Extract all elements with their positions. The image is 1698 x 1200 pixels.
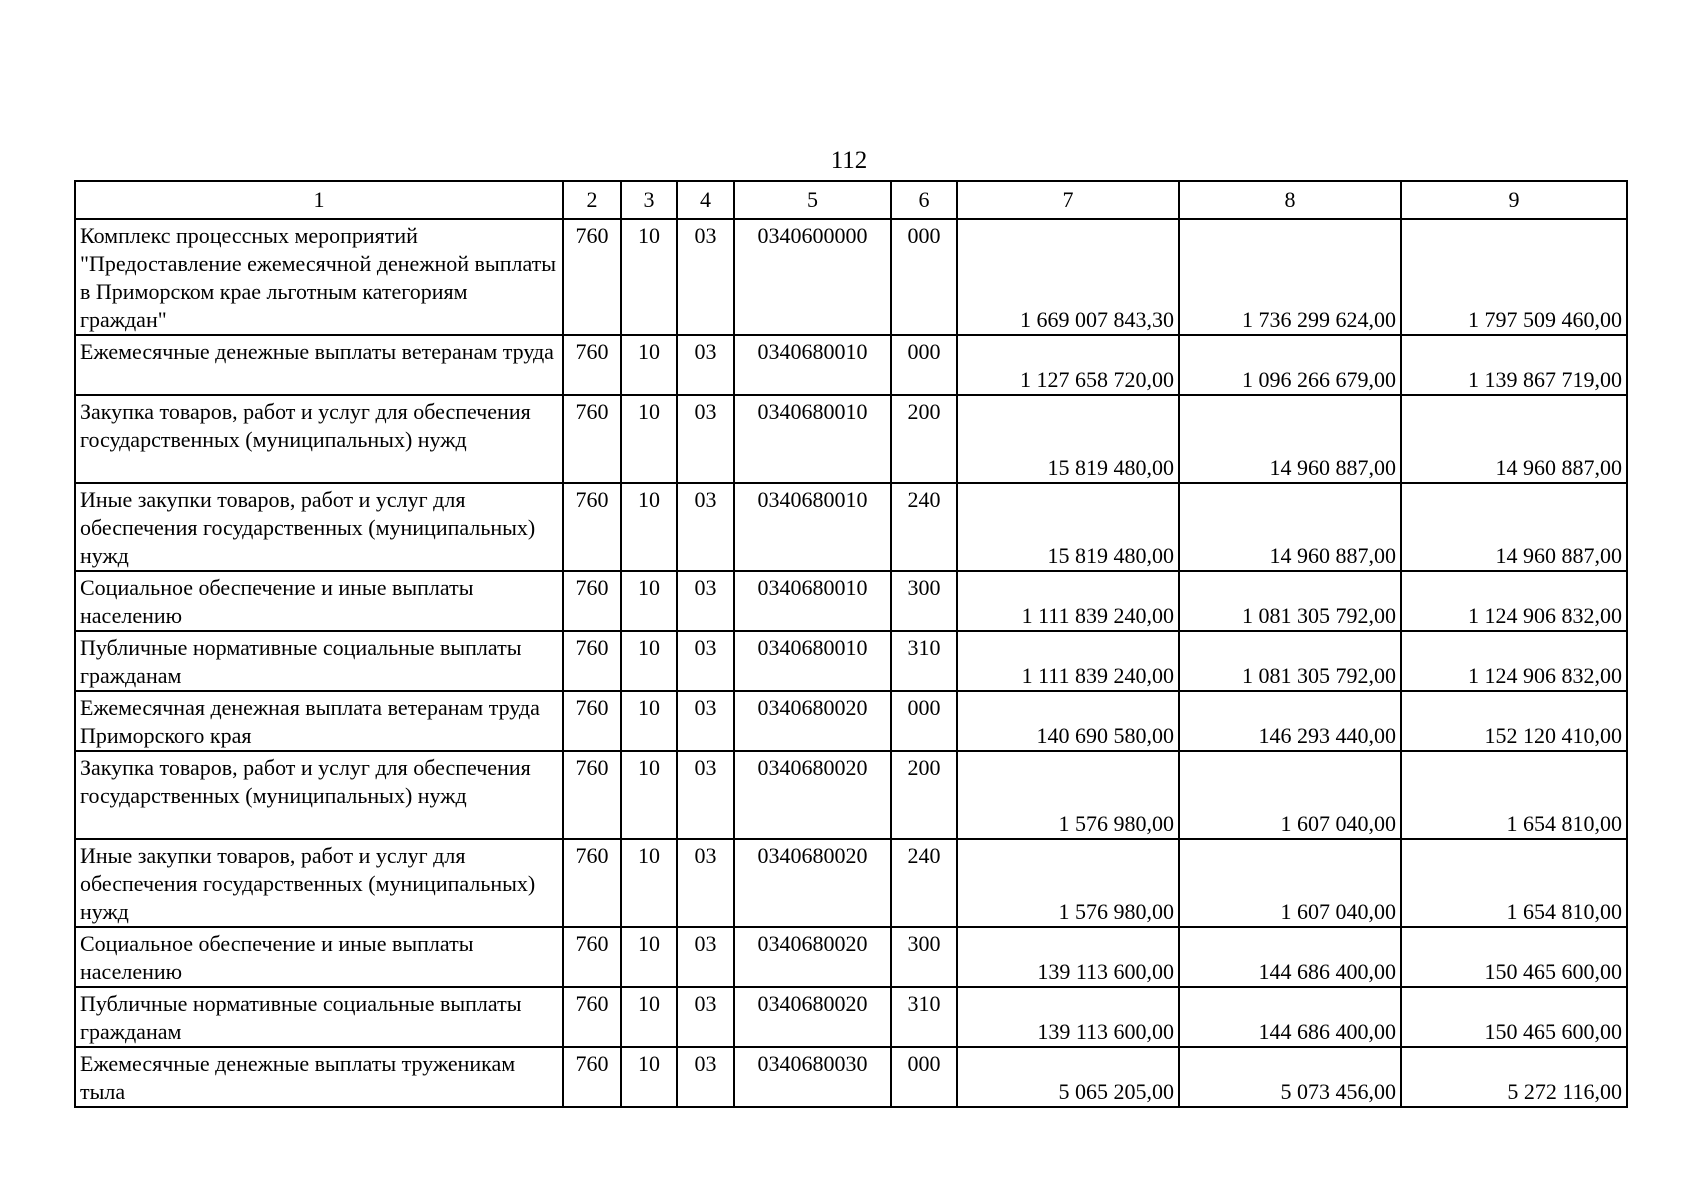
table-row	[75, 987, 1627, 1047]
code-cell: 03	[677, 571, 734, 631]
code-cell: 760	[563, 483, 621, 571]
code-cell: 300	[891, 927, 957, 987]
code-cell: 0340680020	[734, 839, 891, 927]
amount-cell: 139 113 600,00	[957, 927, 1179, 987]
code-cell: 760	[563, 395, 621, 483]
code-cell: 03	[677, 987, 734, 1047]
table-row	[75, 335, 1627, 395]
amount-cell: 14 960 887,00	[1179, 395, 1401, 483]
code-cell: 760	[563, 691, 621, 751]
row-name: Иные закупки товаров, работ и услуг для обеспечения государственных (муниципальных) нужд	[75, 839, 563, 927]
code-cell: 0340680010	[734, 335, 891, 395]
amount-cell: 1 111 839 240,00	[957, 571, 1179, 631]
code-cell: 000	[891, 691, 957, 751]
code-cell: 760	[563, 987, 621, 1047]
code-cell: 0340680010	[734, 631, 891, 691]
amount-cell: 1 607 040,00	[1179, 751, 1401, 839]
code-cell: 10	[621, 927, 677, 987]
code-cell: 03	[677, 839, 734, 927]
amount-cell: 5 073 456,00	[1179, 1047, 1401, 1107]
row-name: Ежемесячные денежные выплаты труженикам тыла	[75, 1047, 563, 1107]
code-cell: 760	[563, 1047, 621, 1107]
amount-cell: 139 113 600,00	[957, 987, 1179, 1047]
amount-cell: 15 819 480,00	[957, 395, 1179, 483]
amount-cell: 1 654 810,00	[1401, 839, 1627, 927]
header-cell: 4	[677, 181, 734, 219]
code-cell: 10	[621, 219, 677, 335]
budget-table	[74, 180, 1628, 1108]
table-row	[75, 395, 1627, 483]
code-cell: 0340680010	[734, 483, 891, 571]
code-cell: 0340680020	[734, 987, 891, 1047]
code-cell: 240	[891, 839, 957, 927]
code-cell: 03	[677, 691, 734, 751]
code-cell: 000	[891, 1047, 957, 1107]
code-cell: 310	[891, 987, 957, 1047]
amount-cell: 1 081 305 792,00	[1179, 631, 1401, 691]
code-cell: 10	[621, 483, 677, 571]
code-cell: 10	[621, 839, 677, 927]
row-name: Иные закупки товаров, работ и услуг для обеспечения государственных (муниципальных) нужд	[75, 483, 563, 571]
code-cell: 03	[677, 483, 734, 571]
amount-cell: 1 576 980,00	[957, 839, 1179, 927]
code-cell: 310	[891, 631, 957, 691]
code-cell: 0340680030	[734, 1047, 891, 1107]
header-cell: 9	[1401, 181, 1627, 219]
amount-cell: 14 960 887,00	[1179, 483, 1401, 571]
code-cell: 03	[677, 395, 734, 483]
code-cell: 10	[621, 751, 677, 839]
code-cell: 10	[621, 1047, 677, 1107]
code-cell: 03	[677, 631, 734, 691]
table-row	[75, 483, 1627, 571]
amount-cell: 1 139 867 719,00	[1401, 335, 1627, 395]
table-row	[75, 219, 1627, 335]
code-cell: 0340680020	[734, 751, 891, 839]
table-row	[75, 1047, 1627, 1107]
code-cell: 0340600000	[734, 219, 891, 335]
header-cell: 5	[734, 181, 891, 219]
code-cell: 03	[677, 751, 734, 839]
code-cell: 760	[563, 631, 621, 691]
code-cell: 240	[891, 483, 957, 571]
row-name: Публичные нормативные социальные выплаты гражданам	[75, 631, 563, 691]
amount-cell: 15 819 480,00	[957, 483, 1179, 571]
code-cell: 200	[891, 395, 957, 483]
header-cell: 7	[957, 181, 1179, 219]
table-row	[75, 691, 1627, 751]
amount-cell: 146 293 440,00	[1179, 691, 1401, 751]
amount-cell: 1 797 509 460,00	[1401, 219, 1627, 335]
code-cell: 760	[563, 571, 621, 631]
code-cell: 03	[677, 1047, 734, 1107]
code-cell: 000	[891, 335, 957, 395]
amount-cell: 1 111 839 240,00	[957, 631, 1179, 691]
amount-cell: 1 607 040,00	[1179, 839, 1401, 927]
table-row	[75, 927, 1627, 987]
code-cell: 760	[563, 839, 621, 927]
amount-cell: 1 127 658 720,00	[957, 335, 1179, 395]
code-cell: 760	[563, 927, 621, 987]
header-cell: 6	[891, 181, 957, 219]
code-cell: 300	[891, 571, 957, 631]
amount-cell: 1 096 266 679,00	[1179, 335, 1401, 395]
code-cell: 000	[891, 219, 957, 335]
code-cell: 0340680010	[734, 395, 891, 483]
code-cell: 760	[563, 335, 621, 395]
row-name: Закупка товаров, работ и услуг для обеспечения государственных (муниципальных) нужд	[75, 751, 563, 839]
row-name: Публичные нормативные социальные выплаты гражданам	[75, 987, 563, 1047]
code-cell: 10	[621, 395, 677, 483]
code-cell: 0340680020	[734, 927, 891, 987]
amount-cell: 140 690 580,00	[957, 691, 1179, 751]
header-row	[75, 181, 1627, 219]
row-name: Закупка товаров, работ и услуг для обеспечения государственных (муниципальных) нужд	[75, 395, 563, 483]
row-name: Комплекс процессных мероприятий "Предоставление ежемесячной денежной выплаты в Приморском крае льготным категориям граждан"	[75, 219, 563, 335]
header-cell: 1	[75, 181, 563, 219]
amount-cell: 1 669 007 843,30	[957, 219, 1179, 335]
code-cell: 760	[563, 751, 621, 839]
row-name: Ежемесячные денежные выплаты ветеранам труда	[75, 335, 563, 395]
table-row	[75, 631, 1627, 691]
amount-cell: 1 736 299 624,00	[1179, 219, 1401, 335]
row-name: Ежемесячная денежная выплата ветеранам труда Приморского края	[75, 691, 563, 751]
code-cell: 10	[621, 335, 677, 395]
amount-cell: 1 081 305 792,00	[1179, 571, 1401, 631]
amount-cell: 1 576 980,00	[957, 751, 1179, 839]
header-cell: 8	[1179, 181, 1401, 219]
page-number: 112	[830, 147, 868, 174]
amount-cell: 14 960 887,00	[1401, 395, 1627, 483]
amount-cell: 1 124 906 832,00	[1401, 571, 1627, 631]
row-name: Социальное обеспечение и иные выплаты населению	[75, 927, 563, 987]
code-cell: 10	[621, 631, 677, 691]
table-row	[75, 839, 1627, 927]
amount-cell: 150 465 600,00	[1401, 927, 1627, 987]
code-cell: 760	[563, 219, 621, 335]
amount-cell: 1 654 810,00	[1401, 751, 1627, 839]
table-row	[75, 571, 1627, 631]
code-cell: 10	[621, 571, 677, 631]
code-cell: 200	[891, 751, 957, 839]
amount-cell: 14 960 887,00	[1401, 483, 1627, 571]
header-cell: 2	[563, 181, 621, 219]
amount-cell: 144 686 400,00	[1179, 987, 1401, 1047]
amount-cell: 5 272 116,00	[1401, 1047, 1627, 1107]
code-cell: 03	[677, 219, 734, 335]
row-name: Социальное обеспечение и иные выплаты населению	[75, 571, 563, 631]
code-cell: 10	[621, 691, 677, 751]
code-cell: 10	[621, 987, 677, 1047]
amount-cell: 144 686 400,00	[1179, 927, 1401, 987]
header-cell: 3	[621, 181, 677, 219]
amount-cell: 5 065 205,00	[957, 1047, 1179, 1107]
amount-cell: 152 120 410,00	[1401, 691, 1627, 751]
table-row	[75, 751, 1627, 839]
amount-cell: 150 465 600,00	[1401, 987, 1627, 1047]
code-cell: 0340680010	[734, 571, 891, 631]
code-cell: 03	[677, 927, 734, 987]
code-cell: 03	[677, 335, 734, 395]
amount-cell: 1 124 906 832,00	[1401, 631, 1627, 691]
code-cell: 0340680020	[734, 691, 891, 751]
